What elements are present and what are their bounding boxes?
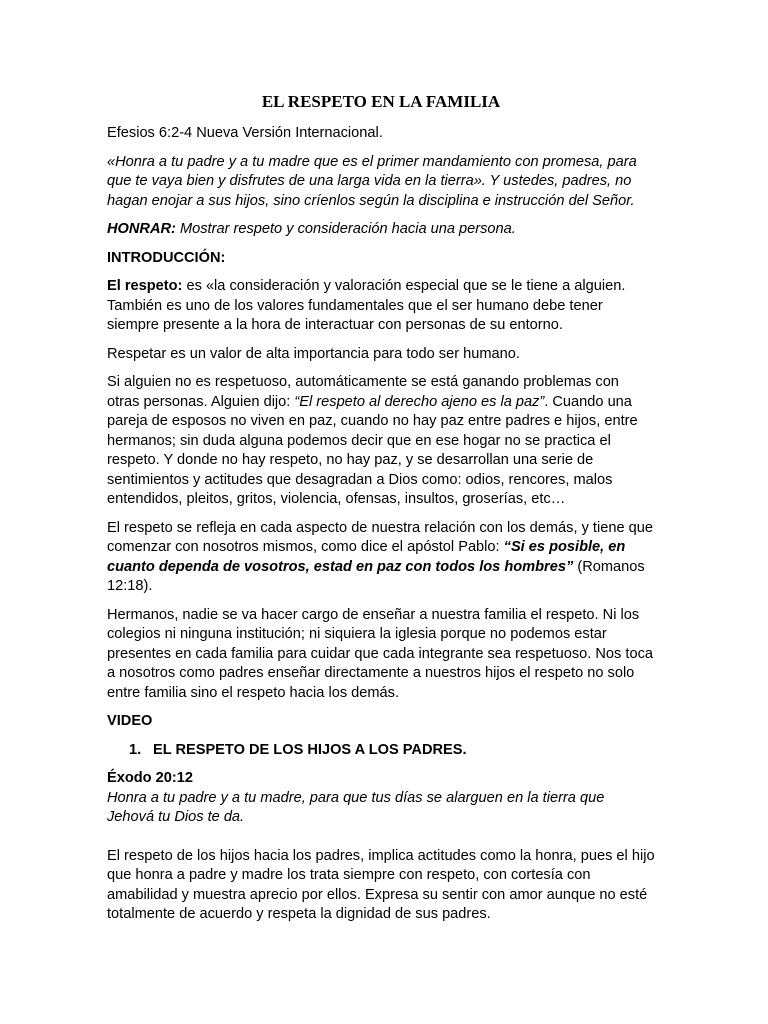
honrar-text: Mostrar respeto y consideración hacia una persona. — [175, 221, 516, 237]
paragraph-problemas-b: . Cuando una pareja de esposos no viven en paz, cuando no hay paz entre padres e hijos, entre hermanos; sin duda alguna podemos decir que en ese hogar no se practica el respeto. Y donde no hay respeto, no hay paz, y se desarrollan una serie de sentimientos y actitudes que desagradan a Dios como: odios, rencores, malos entendidos, pleitos, gritos, violencia, ofensas, insultos, groserías, etc… — [107, 393, 638, 507]
spacer — [107, 828, 655, 847]
paragraph-refleja-b: (Romanos 12:18). — [107, 558, 645, 594]
respeto-text: es «la consideración y valoración especial que se le tiene a alguien. También es uno de los valores fundamentales que el ser humano debe tener siempre presente a la hora de interactuar con personas de su entorno. — [107, 278, 626, 333]
section-1-heading — [107, 741, 655, 761]
paragraph-refleja-a: El respeto se refleja en cada aspecto de nuestra relación con los demás, y tiene que comenzar con nosotros mismos, como dice el apóstol Pablo: — [107, 519, 653, 555]
paragraph-hermanos: Hermanos, nadie se va hacer cargo de enseñar a nuestra familia el respeto. Ni los colegios ni ninguna institución; ni siquiera la iglesia porque no podemos estar presentes en cada familia para cuidar que cada integrante sea respetuoso. Nos toca a nosotros como padres enseñar directamente a nuestros hijos el respeto no solo entre familia sino el respeto hacia los demás. — [107, 606, 653, 701]
document-page — [107, 92, 655, 934]
paragraph-refleja — [107, 519, 655, 597]
respeto-label: El respeto: — [107, 278, 183, 294]
document-title: EL RESPETO EN LA FAMILIA — [261, 92, 501, 111]
paragraph-problemas-a: Si alguien no es respetuoso, automáticamente se está ganando problemas con otras personas. Alguien dijo: — [107, 374, 619, 410]
exodo-verse: Honra a tu padre y a tu madre, para que tus días se alarguen en la tierra que Jehová tu Dios te da. — [107, 789, 605, 825]
verse-quote: «Honra a tu padre y a tu madre que es el primer mandamiento con promesa, para que te vaya bien y disfrutes de una larga vida en la tierra». Y ustedes, padres, no hagan enojar a sus hijos, sino críenlos según la disciplina e instrucción del Señor. — [107, 153, 637, 209]
section-1-number: 1. — [129, 741, 142, 758]
intro-heading: INTRODUCCIÓN: — [107, 249, 226, 266]
paragraph-hijos: El respeto de los hijos hacia los padres, implica actitudes como la honra, pues el hijo que honra a padre y madre los trata siempre con respeto, con cortesía con amabilidad y muestra aprecio por ellos. Expresa su sentir con amor aunque no esté totalmente de acuerdo y respeta la dignidad de sus padres. — [107, 847, 655, 922]
paragraph-valor: Respetar es un valor de alta importancia para todo ser humano. — [107, 345, 520, 362]
honrar-definition — [107, 220, 655, 240]
paragraph-problemas — [107, 373, 655, 510]
respeto-definition — [107, 277, 655, 336]
section-1-title: EL RESPETO DE LOS HIJOS A LOS PADRES. — [153, 741, 467, 758]
exodo-reference: Éxodo 20:12 — [107, 770, 193, 786]
honrar-label: HONRAR: — [107, 221, 176, 237]
paz-quote: “El respeto al derecho ajeno es la paz” — [294, 393, 545, 410]
video-heading: VIDEO — [107, 713, 153, 729]
bible-reference: Efesios 6:2-4 Nueva Versión Internacional. — [107, 125, 383, 141]
pablo-quote: “Si es posible, en cuanto dependa de vosotros, estad en paz con todos los hombres” — [107, 539, 626, 575]
